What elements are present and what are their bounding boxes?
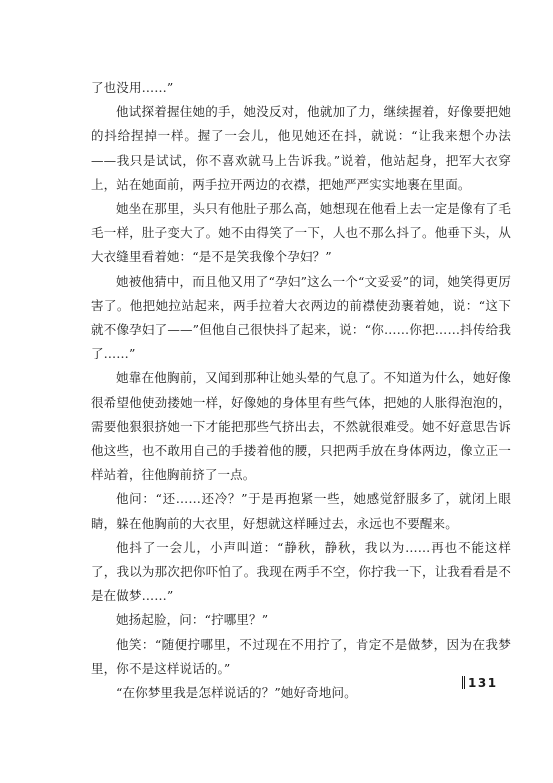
page-number-value: 131	[468, 676, 498, 690]
paragraph: “在你梦里我是怎样说话的？”她好奇地问。	[116, 685, 357, 701]
page-number	[462, 676, 498, 690]
paragraph: 他试探着握住她的手，她没反对，他就加了力，继续握着，好像要把她的抖给捏掉一样。握了一会儿，他见她还在抖，就说：“让我来想个办法——我只是试试，你不喜欢就马上告诉我。”说着，他站起身，把军大衣穿上，站在她面前，两手拉开两边的衣襟，把她严严实实地裹在里面。	[91, 104, 511, 192]
page-number-marker-icon	[462, 676, 463, 689]
page-body	[91, 76, 511, 705]
paragraph: 他抖了一会儿，小声叫道：“静秋，静秋，我以为……再也不能这样了，我以为那次把你吓怕了。我现在两手不空，你拧我一下，让我看看是不是在做梦……”	[91, 539, 511, 604]
paragraph: 他笑：“随便拧哪里，不过现在不用拧了，肯定不是做梦，因为在我梦里，你不是这样说话的。”	[91, 636, 511, 676]
paragraph: 她坐在那里，头只有他肚子那么高，她想现在他看上去一定是像有了毛毛一样，肚子变大了。她不由得笑了一下，人也不那么抖了。他垂下头，从大衣缝里看着她：“是不是笑我像个孕妇？”	[91, 201, 511, 265]
paragraph: 他问：“还……还冷？”于是再抱紧一些，她感觉舒服多了，就闭上眼睛，躲在他胸前的大衣里，好想就这样睡过去，永远也不要醒来。	[91, 491, 511, 531]
paragraph: 了也没用……”	[91, 80, 174, 95]
paragraph: 她扬起脸，问：“拧哪里？”	[116, 612, 269, 628]
paragraph: 她靠在他胸前，又闻到那种让她头晕的气息了。不知道为什么，她好像很希望他使劲搂她一样，好像她的身体里有些气体，把她的人胀得泡泡的，需要他狠狠挤她一下才能把那些气挤出去，不然就很难受。她不好意思告诉他这些，也不敢用自己的手搂着他的腰，只把两手放在身体两边，像立正一样站着，往他胸前挤了一点。	[91, 370, 511, 483]
paragraph: 她被他猜中，而且他又用了“孕妇”这么一个“文妥妥”的词，她笑得更厉害了。他把她拉站起来，两手拉着大衣两边的前襟使劲裹着她，说：“这下就不像孕妇了——”但他自己很快抖了起来，说：“你……你把……抖传给我了……”	[91, 273, 511, 362]
